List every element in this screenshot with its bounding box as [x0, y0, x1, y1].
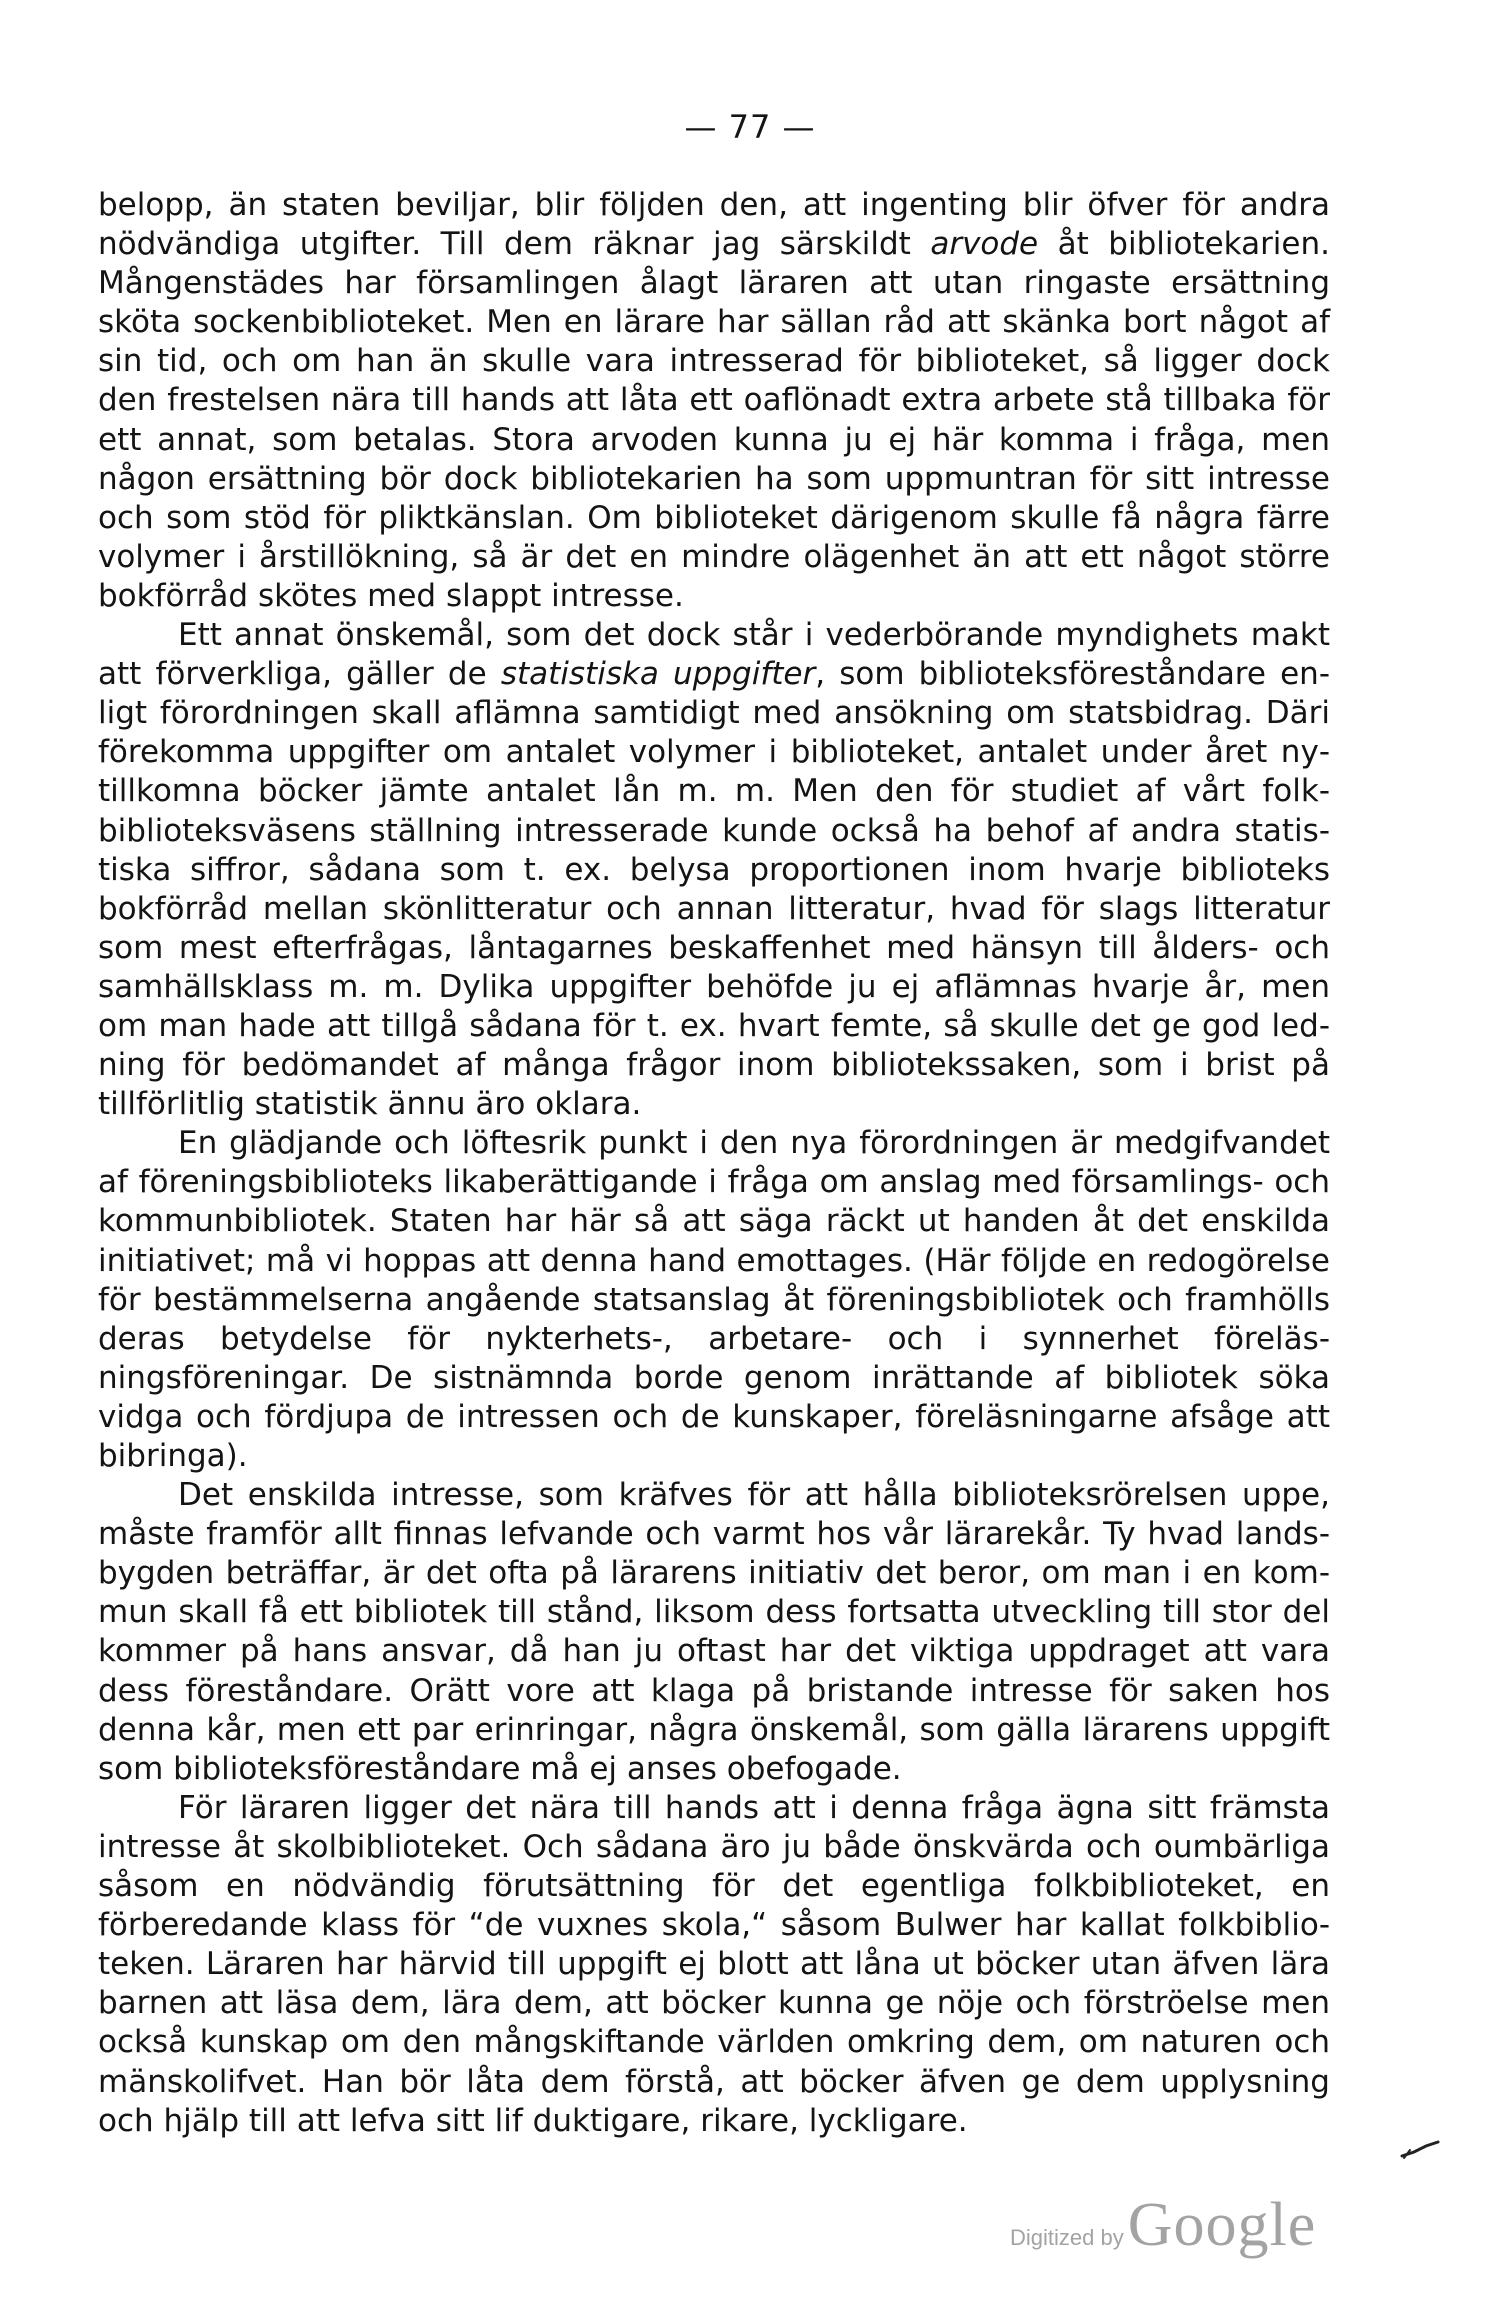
italic-phrase: statistiska uppgifter — [500, 656, 816, 693]
paragraph — [98, 1124, 1330, 1476]
text-run: belopp, än staten beviljar, blir följden den, att ingenting blir öfver för andra nödvändiga utgifter. Till dem räknar jag särskildt — [98, 187, 1330, 263]
paragraph — [98, 186, 1330, 616]
text-run: En glädjande och löftesrik punkt i den nya förordningen är medgifvandet af föreningsbiblioteks likaberättigande i fråga om anslag med församlings- och kommunbibliotek. Staten har här så att säga räckt ut handen åt det enskilda initiativet; må vi hoppas att denna hand emottages. (Här följde en redogörelse för bestämmelserna angående statsanslag åt föreningsbibliotek och framhölls deras betydelse för nykterhets-, arbetare- och i synnerhet föreläsningsföreningar. De sistnämnda borde genom inrättande af bibliotek söka vidga och fördjupa de intressen och de kunskaper, föreläsningarne afsåge att bibringa). — [98, 1125, 1330, 1474]
ink-mark-icon — [1400, 2140, 1440, 2160]
text-run: Det enskilda intresse, som kräfves för att hålla biblioteksrörelsen uppe, måste framför allt finnas lefvande och varmt hos vår lärarekår. Ty hvad landsbygden beträffar, är det ofta på lärarens initiativ det beror, om man i en kommun skall få ett bibliotek till stånd, liksom dess fortsatta utveckling till stor del kommer på hans ansvar, då han ju oftast har det viktiga uppdraget att vara dess föreståndare. Orätt vore att klaga på bristande intresse för saken hos denna kår, men ett par erinringar, några önskemål, som gälla lärarens uppgift som biblioteksföreståndare må ej anses obefogade. — [98, 1477, 1330, 1787]
page-number: — 77 — — [684, 108, 816, 146]
paragraph — [98, 616, 1330, 1124]
paragraph — [98, 1476, 1330, 1789]
text-run: , som biblioteksföreståndare enligt förordningen skall aflämna samtidigt med ansökning om statsbidrag. Däri förekomma uppgifter om antalet volymer i biblioteket, antalet under året nytillkomna böcker jämte antalet lån m. m. Men den för studiet af vårt folkbiblioteksväsens ställning intresserade kunde också ha behof af andra statistiska siffror, sådana som t. ex. belysa proportionen inom hvarje biblioteks bokförråd mellan skönlitteratur och annan litteratur, hvad för slags litteratur som mest efterfrågas, låntagarnes beskaffenhet med hänsyn till ålders- och samhällsklass m. m. Dylika uppgifter behöfde ju ej aflämnas hvarje år, men om man hade att tillgå sådana för t. ex. hvart femte, så skulle det ge god ledning för bedömandet af många frågor inom bibliotekssaken, som i brist på tillförlitlig statistik ännu äro oklara. — [98, 656, 1330, 1123]
digitized-by-google-watermark — [1010, 2190, 1316, 2261]
text-run: För läraren ligger det nära till hands att i denna fråga ägna sitt främsta intresse åt skolbiblioteket. Och sådana äro ju både önskvärda och oumbärliga såsom en nödvändig förutsättning för det egentliga folkbiblioteket, en förberedande klass för “de vuxnes skola,“ såsom Bulwer har kallat folkbiblioteken. Läraren har härvid till uppgift ej blott att låna ut böcker utan äfven lära barnen att läsa dem, lära dem, att böcker kunna ge nöje och förströelse men också kunskap om den mångskiftande världen omkring dem, om naturen och mänskolifvet. Han bör låta dem förstå, att böcker äfven ge dem upplysning och hjälp till att lefva sitt lif duktigare, rikare, lyckligare. — [98, 1789, 1330, 2139]
body-text — [98, 186, 1330, 2141]
paragraph — [98, 1789, 1330, 2141]
watermark-prefix: Digitized by — [1010, 2225, 1124, 2250]
text-run: Ett annat önskemål, som det dock står i vederbörande myndighets makt att förverkliga, gäller de — [98, 617, 1330, 693]
google-logo: Google — [1127, 2191, 1317, 2259]
italic-phrase: arvode — [930, 226, 1039, 263]
text-run: åt bibliotekarien. Mångenstädes har församlingen ålagt läraren att utan ringaste ersättning sköta sockenbiblioteket. Men en lärare har sällan råd att skänka bort något af sin tid, och om han än skulle vara intresserad för biblioteket, så ligger dock den frestelsen nära till hands att låta ett oaflönadt extra arbete stå tillbaka för ett annat, som betalas. Stora arvoden kunna ju ej här komma i fråga, men någon ersättning bör dock bibliotekarien ha som uppmuntran för sitt intresse och som stöd för pliktkänslan. Om biblioteket därigenom skulle få några färre volymer i årstillökning, så är det en mindre olägenhet än att ett något större bokförråd skötes med slappt intresse. — [98, 226, 1330, 614]
